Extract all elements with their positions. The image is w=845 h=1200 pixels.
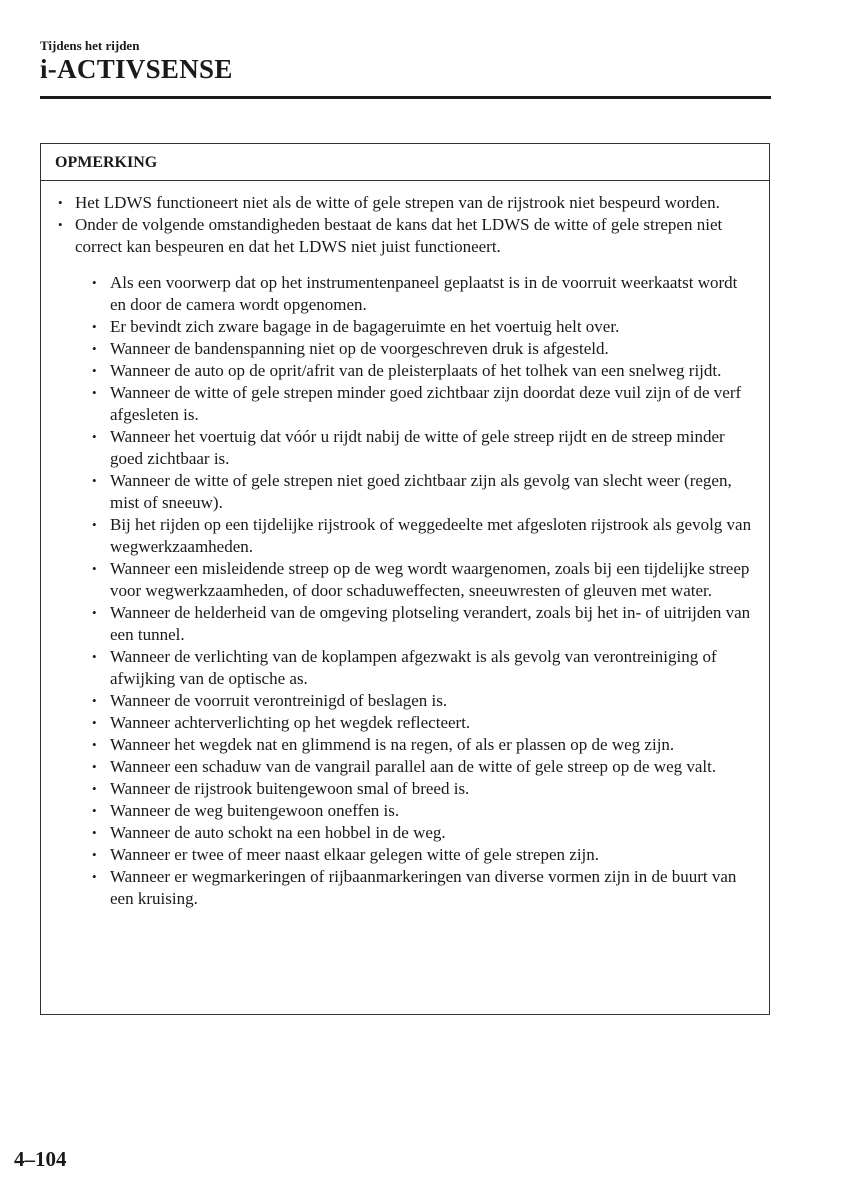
- bullet-icon: •: [92, 341, 97, 356]
- list-item: [92, 712, 755, 734]
- bullet-icon: •: [92, 363, 97, 378]
- bullet-icon: •: [92, 693, 97, 708]
- bullet-icon: •: [92, 429, 97, 444]
- note-body: [41, 181, 769, 910]
- list-item: [92, 822, 755, 844]
- section-label: Tijdens het rijden: [40, 38, 140, 53]
- list-item: [58, 214, 755, 910]
- bullet-icon: •: [92, 473, 97, 488]
- list-item: [92, 756, 755, 778]
- list-item-text: Wanneer achterverlichting op het wegdek reflecteert.: [110, 713, 471, 732]
- list-item: [92, 426, 755, 470]
- bullet-icon: •: [92, 275, 97, 290]
- list-item: [92, 338, 755, 360]
- bullet-icon: •: [92, 649, 97, 664]
- list-item-text: Wanneer de witte of gele strepen niet goed zichtbaar zijn als gevolg van slecht weer (regen, mist of sneeuw).: [110, 471, 732, 512]
- bullet-icon: •: [58, 195, 63, 210]
- list-item: [92, 514, 755, 558]
- bullet-icon: •: [92, 319, 97, 334]
- list-item: [92, 360, 755, 382]
- bullet-icon: •: [92, 825, 97, 840]
- bullet-icon: •: [92, 869, 97, 884]
- note-list: [58, 192, 755, 910]
- bullet-icon: •: [92, 715, 97, 730]
- list-item: [58, 192, 755, 214]
- list-item-text: Wanneer de weg buitengewoon oneffen is.: [110, 801, 400, 820]
- bullet-icon: •: [92, 561, 97, 576]
- list-item: [92, 602, 755, 646]
- list-item-text: Wanneer het voertuig dat vóór u rijdt nabij de witte of gele streep rijdt en de streep minder goed zichtbaar is.: [110, 427, 725, 468]
- list-item-text: Wanneer de rijstrook buitengewoon smal of breed is.: [110, 779, 470, 798]
- page-title: i-ACTIVSENSE: [40, 54, 233, 84]
- bullet-icon: •: [92, 605, 97, 620]
- list-item: [92, 778, 755, 800]
- list-item-text: Het LDWS functioneert niet als de witte of gele strepen van de rijstrook niet bespeurd worden.: [75, 193, 720, 212]
- list-item-text: Wanneer de voorruit verontreinigd of beslagen is.: [110, 691, 448, 710]
- list-item: [92, 690, 755, 712]
- list-item: [92, 734, 755, 756]
- list-item: [92, 382, 755, 426]
- bullet-icon: •: [92, 759, 97, 774]
- list-item-text: Wanneer de auto schokt na een hobbel in de weg.: [110, 823, 446, 842]
- bullet-icon: •: [92, 517, 97, 532]
- list-item-text: Wanneer de helderheid van de omgeving plotseling verandert, zoals bij het in- of uitrijden van een tunnel.: [110, 603, 751, 644]
- bullet-icon: •: [92, 803, 97, 818]
- list-item: [92, 844, 755, 866]
- list-item-text: Wanneer de witte of gele strepen minder goed zichtbaar zijn doordat deze vuil zijn of de verf afgesleten is.: [110, 383, 742, 424]
- bullet-icon: •: [92, 385, 97, 400]
- list-item-text: Wanneer er twee of meer naast elkaar gelegen witte of gele strepen zijn.: [110, 845, 600, 864]
- bullet-icon: •: [58, 217, 63, 232]
- list-item-text: Wanneer de verlichting van de koplampen afgezwakt is als gevolg van verontreiniging of afwijking van de optische as.: [110, 647, 717, 688]
- page-number: 4–104: [14, 1147, 67, 1171]
- list-item: [92, 558, 755, 602]
- list-item-text: Bij het rijden op een tijdelijke rijstrook of weggedeelte met afgesloten rijstrook als gevolg van wegwerkzaamheden.: [110, 515, 752, 556]
- list-item: [92, 272, 755, 316]
- list-item: [92, 800, 755, 822]
- list-item-text: Er bevindt zich zware bagage in de bagageruimte en het voertuig helt over.: [110, 317, 620, 336]
- list-item-text: Wanneer een misleidende streep op de weg wordt waargenomen, zoals bij een tijdelijke streep voor wegwerkzaamheden, of door schaduweffecten, sneeuwresten of gleuven met water.: [110, 559, 750, 600]
- list-item-text: Wanneer het wegdek nat en glimmend is na regen, of als er plassen op de weg zijn.: [110, 735, 675, 754]
- list-item: [92, 866, 755, 910]
- list-item-text: Wanneer de bandenspanning niet op de voorgeschreven druk is afgesteld.: [110, 339, 609, 358]
- list-item-text: Wanneer een schaduw van de vangrail parallel aan de witte of gele streep op de weg valt.: [110, 757, 717, 776]
- title-divider: [40, 96, 771, 99]
- list-item-text: Wanneer er wegmarkeringen of rijbaanmarkeringen van diverse vormen zijn in de buurt van een kruising.: [110, 867, 737, 908]
- bullet-icon: •: [92, 781, 97, 796]
- bullet-icon: •: [92, 847, 97, 862]
- list-item-text: Als een voorwerp dat op het instrumentenpaneel geplaatst is in de voorruit weerkaatst wordt en door de camera wordt opgenomen.: [110, 273, 738, 314]
- bullet-icon: •: [92, 737, 97, 752]
- list-item: [92, 646, 755, 690]
- note-heading: OPMERKING: [41, 144, 769, 181]
- list-item: [92, 470, 755, 514]
- condition-list: [92, 272, 755, 910]
- list-item: [92, 316, 755, 338]
- note-box: [40, 143, 770, 1015]
- list-item-text: Wanneer de auto op de oprit/afrit van de pleisterplaats of het tolhek van een snelweg rijdt.: [110, 361, 722, 380]
- list-item-text: Onder de volgende omstandigheden bestaat de kans dat het LDWS de witte of gele strepen niet correct kan bespeuren en dat het LDWS niet juist functioneert.: [75, 215, 723, 256]
